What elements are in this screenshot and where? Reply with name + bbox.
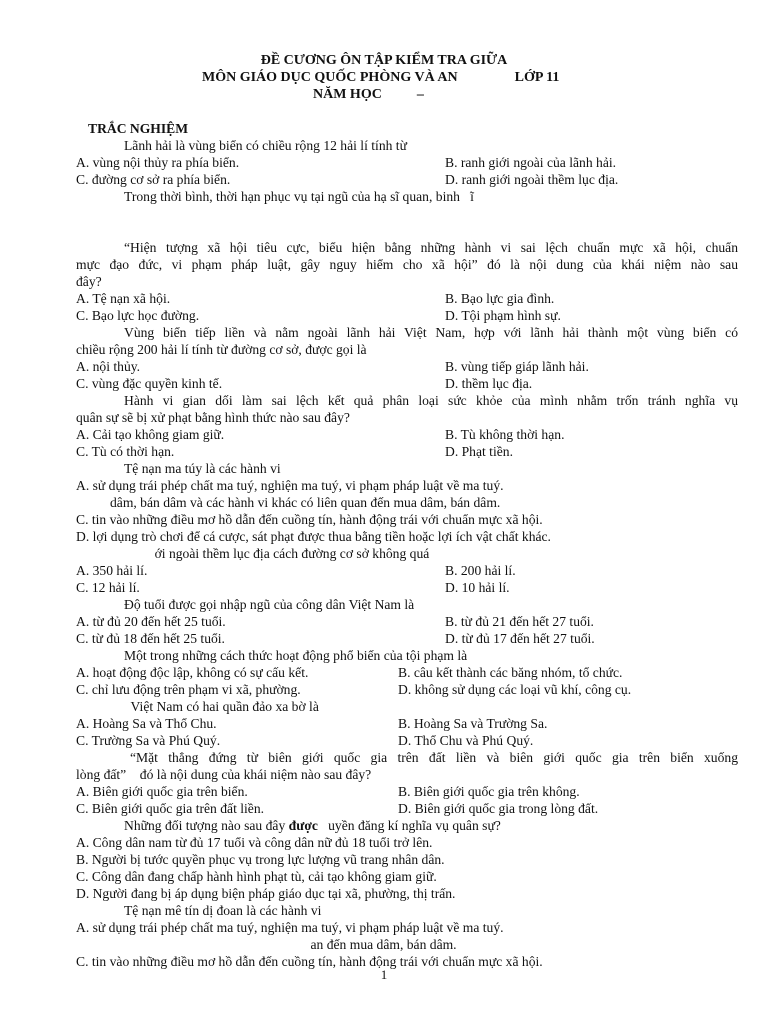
text-line: A. nội thủy.	[76, 359, 141, 374]
text-line: ới ngoài thềm lục địa cách đường cơ sở không quá	[124, 546, 430, 561]
text-line: A. sử dụng trái phép chất ma tuý, nghiện ma tuý, vi phạm pháp luật về ma tuý.	[76, 920, 504, 935]
text-line: Lãnh hải là vùng biển có chiều rộng 12 hải lí tính từ	[124, 138, 407, 153]
question-register-before: Những đối tượng nào sau đây	[124, 818, 289, 833]
text-line: B. Biên giới quốc gia trên không.	[398, 784, 580, 799]
text-line: B. vùng tiếp giáp lãnh hải.	[445, 359, 589, 374]
text-line: A. Hoàng Sa và Thổ Chu.	[76, 716, 217, 731]
header-line-1: ĐỀ CƯƠNG ÔN TẬP KIỂM TRA GIỮA	[260, 53, 508, 68]
text-line: D. Biên giới quốc gia trong lòng đất.	[398, 801, 599, 816]
text-line: D. lợi dụng trò chơi để cá cược, sát phạt được thua bằng tiền hoặc lợi ích vật chất khác.	[76, 529, 551, 544]
text-line: C. đường cơ sở ra phía biển.	[76, 172, 231, 187]
question-register-after: uyền đăng kí nghĩa vụ quân sự?	[317, 818, 501, 833]
text-line: Hành vi gian dối làm sai lệch kết quả phân loại sức khỏe của mình nhằm trốn tránh nghĩa vụ	[124, 393, 738, 408]
text-line: A. Công dân nam từ đủ 17 tuổi và công dân nữ đủ 18 tuổi trở lên.	[76, 835, 433, 850]
text-line: B. câu kết thành các băng nhóm, tổ chức.	[398, 665, 623, 680]
text-line: Trong thời bình, thời hạn phục vụ tại ngũ của hạ sĩ quan, binh ĩ	[124, 189, 474, 204]
text-line: B. 200 hải lí.	[445, 563, 516, 578]
text-line: C. Công dân đang chấp hành hình phạt tù, cải tạo không giam giữ.	[76, 869, 437, 884]
text-line: A. vùng nội thủy ra phía biển.	[76, 155, 240, 170]
text-line: D. Tội phạm hình sự.	[445, 308, 561, 323]
text-line: A. 350 hải lí.	[76, 563, 148, 578]
text-line: Tệ nạn mê tín dị đoan là các hành vi	[124, 903, 322, 918]
text-line: Độ tuổi được gọi nhập ngũ của công dân Việt Nam là	[124, 597, 415, 612]
text-line: chiều rộng 200 hải lí tính từ đường cơ sở, được gọi là	[76, 342, 367, 357]
text-line: B. Người bị tước quyền phục vụ trong lực lượng vũ trang nhân dân.	[76, 852, 445, 867]
text-line: D. ranh giới ngoài thềm lục địa.	[445, 172, 619, 187]
section-title: TRẮC NGHIỆM	[88, 121, 189, 136]
text-line: “Hiện tượng xã hội tiêu cực, biểu hiện bằng những hành vi sai lệch chuẩn mực xã hội, chuẩn	[124, 240, 738, 255]
text-line: A. sử dụng trái phép chất ma tuý, nghiện ma tuý, vi phạm pháp luật về ma tuý.	[76, 478, 504, 493]
text-line: B. ranh giới ngoài của lãnh hải.	[445, 155, 617, 170]
text-line: C. Biên giới quốc gia trên đất liền.	[76, 801, 265, 816]
header-grade: LỚP 11	[514, 70, 560, 85]
text-line: D. từ đủ 17 đến hết 27 tuổi.	[445, 631, 595, 646]
text-line: D. Phạt tiền.	[445, 444, 513, 459]
text-line: Một trong những cách thức hoạt động phổ biến của tội phạm là	[124, 648, 468, 663]
header-line-2	[202, 69, 559, 86]
text-line: D. Thổ Chu và Phú Quý.	[398, 733, 534, 748]
text-line: B. Tù không thời hạn.	[445, 427, 565, 442]
text-line: C. Trường Sa và Phú Quý.	[76, 733, 221, 748]
text-line: A. Biên giới quốc gia trên biển.	[76, 784, 248, 799]
text-line: C. Tù có thời hạn.	[76, 444, 175, 459]
text-line: dâm, bán dâm và các hành vi khác có liên quan đến mua dâm, bán dâm.	[76, 495, 501, 510]
text-line: C. từ đủ 18 đến hết 25 tuổi.	[76, 631, 225, 646]
text-line: B. Bạo lực gia đình.	[445, 291, 555, 306]
text-line: A. Cải tạo không giam giữ.	[76, 427, 225, 442]
header-subject: MÔN GIÁO DỤC QUỐC PHÒNG VÀ AN	[202, 70, 458, 85]
text-line: D. Người đang bị áp dụng biện pháp giáo dục tại xã, phường, thị trấn.	[76, 886, 456, 901]
text-line: D. thềm lục địa.	[445, 376, 533, 391]
text-line: C. Bạo lực học đường.	[76, 308, 200, 323]
text-line: B. từ đủ 21 đến hết 27 tuổi.	[445, 614, 594, 629]
page-number: 1	[380, 967, 388, 982]
text-line: Vùng biển tiếp liền và nằm ngoài lãnh hải Việt Nam, hợp với lãnh hải thành một vùng biển có	[124, 325, 738, 340]
text-line: C. chỉ lưu động trên phạm vi xã, phường.	[76, 682, 301, 697]
text-line: A. Tệ nạn xã hội.	[76, 291, 171, 306]
text-line: đây?	[76, 274, 102, 289]
text-line: A. hoạt động độc lập, không có sự cấu kết.	[76, 665, 309, 680]
text-line: C. tin vào những điều mơ hồ dẫn đến cuồng tín, hành động trái với chuẩn mực xã hội.	[76, 954, 543, 969]
text-line: A. từ đủ 20 đến hết 25 tuổi.	[76, 614, 226, 629]
text-line: Tệ nạn ma túy là các hành vi	[124, 461, 281, 476]
question-register	[124, 817, 501, 834]
text-line: D. không sử dụng các loại vũ khí, công cụ.	[398, 682, 632, 697]
text-line: C. tin vào những điều mơ hồ dẫn đến cuồng tín, hành động trái với chuẩn mực xã hội.	[76, 512, 543, 527]
text-line: C. 12 hải lí.	[76, 580, 140, 595]
text-line: “Mặt thẳng đứng từ biên giới quốc gia trên đất liền và biên giới quốc gia trên biển xuống	[130, 750, 738, 765]
header-line-3: NĂM HỌC –	[313, 87, 424, 102]
text-line: C. vùng đặc quyền kinh tế.	[76, 376, 223, 391]
text-line: mực đạo đức, vi phạm pháp luật, gây nguy hiểm cho xã hội” đó là nội dung của khái niệm nào sau	[76, 257, 738, 272]
text-line: quân sự sẽ bị xử phạt bằng hình thức nào sau đây?	[76, 410, 350, 425]
text-line: D. 10 hải lí.	[445, 580, 510, 595]
question-register-bold: được	[288, 818, 318, 833]
text-line: an đến mua dâm, bán dâm.	[76, 937, 457, 952]
text-line: lòng đất” đó là nội dung của khái niệm nào sau đây?	[76, 767, 372, 782]
text-line: B. Hoàng Sa và Trường Sa.	[398, 716, 548, 731]
text-line: Việt Nam có hai quần đảo xa bờ là	[124, 699, 319, 714]
